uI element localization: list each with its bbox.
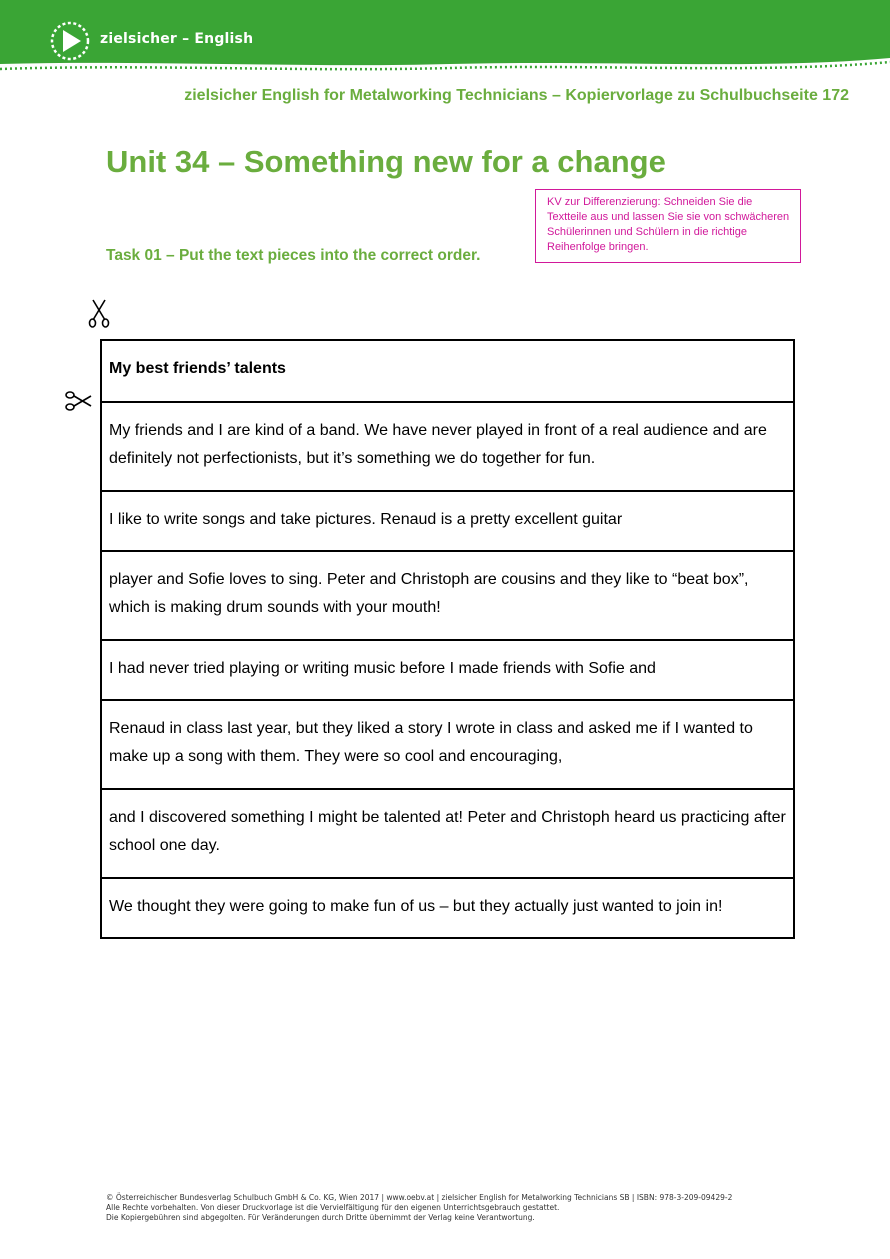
page-subtitle: zielsicher English for Metalworking Technicians – Kopiervorlage zu Schulbuchseite 172: [184, 87, 849, 104]
text-piece: player and Sofie loves to sing. Peter and Christoph are cousins and they like to “beat box”, which is making drum sounds with your mouth!: [102, 550, 793, 639]
unit-title: Unit 34 – Something new for a change: [106, 144, 666, 179]
task-instruction: Task 01 – Put the text pieces into the correct order.: [106, 247, 481, 264]
brand-name: zielsicher – English: [100, 31, 254, 47]
text-pieces-table: [100, 339, 795, 939]
teacher-note: KV zur Differenzierung: Schneiden Sie die Textteile aus und lassen Sie sie von schwächeren Schülerinnen und Schülern in die richtige Reihenfolge bringen.: [535, 189, 801, 263]
footer-line: Alle Rechte vorbehalten. Von dieser Druckvorlage ist die Vervielfältigung für den eigenen Unterrichtsgebrauch gestattet.: [106, 1203, 560, 1212]
footer-line: Die Kopiergebühren sind abgegolten. Für Veränderungen durch Dritte übernimmt der Verlag keine Verantwortung.: [106, 1213, 535, 1222]
copyright-footer: [106, 1193, 732, 1223]
text-piece: I had never tried playing or writing music before I made friends with Sofie and: [102, 639, 793, 699]
text-piece: We thought they were going to make fun of us – but they actually just wanted to join in!: [102, 877, 793, 937]
scissors-icon: [88, 298, 110, 328]
text-piece: I like to write songs and take pictures. Renaud is a pretty excellent guitar: [102, 490, 793, 550]
scissors-icon: [65, 390, 93, 412]
text-piece: Renaud in class last year, but they liked a story I wrote in class and asked me if I wanted to make up a song with them. They were so cool and encouraging,: [102, 699, 793, 788]
footer-line: © Österreichischer Bundesverlag Schulbuch GmbH & Co. KG, Wien 2017 | www.oebv.at | zielsicher English for Metalworking Technicians SB | ISBN: 978-3-209-09429-2: [106, 1193, 733, 1202]
text-piece: and I discovered something I might be talented at! Peter and Christoph heard us practicing after school one day.: [102, 788, 793, 877]
text-piece: My friends and I are kind of a band. We have never played in front of a real audience and are definitely not perfectionists, but it’s something we do together for fun.: [102, 401, 793, 490]
text-piece-title: My best friends’ talents: [109, 360, 286, 377]
